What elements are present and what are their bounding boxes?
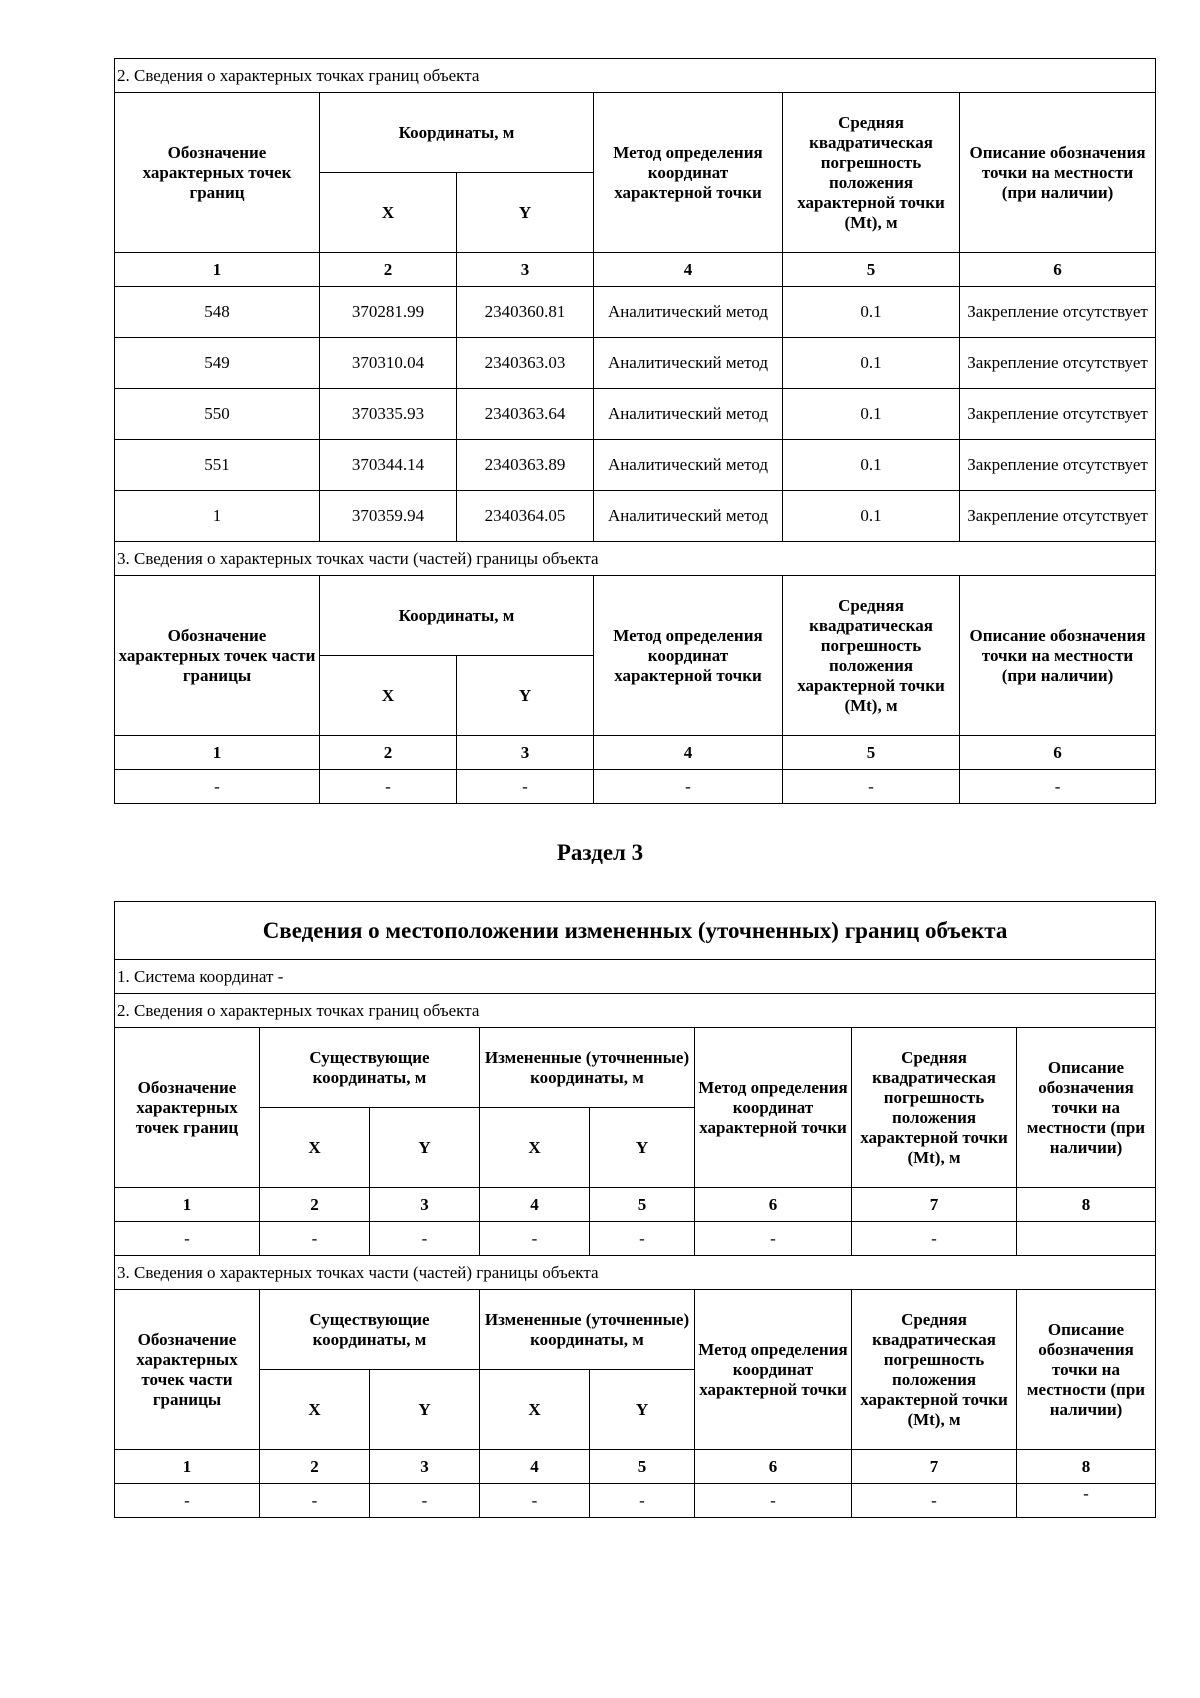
col-number: 3 — [370, 1450, 480, 1484]
empty-cell: - — [115, 1222, 260, 1256]
col-number: 2 — [320, 253, 457, 287]
empty-cell: - — [960, 770, 1156, 804]
col-number: 5 — [590, 1188, 695, 1222]
caption-coord-system: 1. Система координат - — [115, 960, 1156, 994]
y-cell: 2340363.89 — [457, 440, 594, 491]
y-cell: 2340360.81 — [457, 287, 594, 338]
empty-cell: - — [480, 1222, 590, 1256]
empty-cell: - — [115, 770, 320, 804]
empty-cell — [1017, 1222, 1156, 1256]
desc-cell: Закрепление отсутствует — [960, 338, 1156, 389]
empty-cell: - — [852, 1484, 1017, 1518]
col-number: 2 — [260, 1188, 370, 1222]
col-number: 1 — [115, 253, 320, 287]
header-y: Y — [590, 1370, 695, 1450]
header-description: Описание обозначения точки на местности (при наличии) — [960, 576, 1156, 736]
empty-cell: - — [695, 1222, 852, 1256]
caption-part-points: 3. Сведения о характерных точках части (частей) границы объекта — [115, 542, 1156, 576]
header-x: X — [320, 173, 457, 253]
col-number: 6 — [960, 736, 1156, 770]
header-designation: Обозначение характерных точек границ — [115, 1028, 260, 1188]
col-number: 8 — [1017, 1450, 1156, 1484]
empty-cell: - — [852, 1222, 1017, 1256]
table-title: Сведения о местоположении измененных (уточненных) границ объекта — [115, 902, 1156, 960]
header-existing: Существующие координаты, м — [260, 1290, 480, 1370]
header-y: Y — [457, 656, 594, 736]
header-changed: Измененные (уточненные) координаты, м — [480, 1290, 695, 1370]
col-number: 5 — [783, 736, 960, 770]
x-cell: 370310.04 — [320, 338, 457, 389]
header-x: X — [480, 1108, 590, 1188]
table-row — [115, 338, 1156, 389]
header-description: Описание обозначения точки на местности (при наличии) — [960, 93, 1156, 253]
point-cell: 549 — [115, 338, 320, 389]
x-cell: 370281.99 — [320, 287, 457, 338]
table-row — [115, 389, 1156, 440]
header-method: Метод определения координат характерной точки — [695, 1028, 852, 1188]
header-x: X — [320, 656, 457, 736]
desc-cell: Закрепление отсутствует — [960, 389, 1156, 440]
empty-cell: - — [260, 1484, 370, 1518]
x-cell: 370335.93 — [320, 389, 457, 440]
col-number: 4 — [480, 1188, 590, 1222]
y-cell: 2340363.64 — [457, 389, 594, 440]
table-row — [115, 1484, 1156, 1518]
section-title: Раздел 3 — [556, 840, 644, 865]
y-cell: 2340364.05 — [457, 491, 594, 542]
empty-cell: - — [1017, 1484, 1156, 1518]
method-cell: Аналитический метод — [594, 440, 783, 491]
col-number: 3 — [370, 1188, 480, 1222]
empty-cell: - — [594, 770, 783, 804]
header-y: Y — [370, 1108, 480, 1188]
caption-boundary-points: 2. Сведения о характерных точках границ объекта — [115, 994, 1156, 1028]
mt-cell: 0.1 — [783, 440, 960, 491]
col-number: 2 — [320, 736, 457, 770]
header-designation: Обозначение характерных точек части границы — [115, 1290, 260, 1450]
desc-cell: Закрепление отсутствует — [960, 440, 1156, 491]
col-number: 8 — [1017, 1188, 1156, 1222]
method-cell: Аналитический метод — [594, 389, 783, 440]
header-error: Средняя квадратическая погрешность положения характерной точки (Mt), м — [783, 93, 960, 253]
table-row — [115, 440, 1156, 491]
col-number: 2 — [260, 1450, 370, 1484]
mt-cell: 0.1 — [783, 287, 960, 338]
table-row — [115, 770, 1156, 804]
header-method: Метод определения координат характерной точки — [594, 93, 783, 253]
x-cell: 370359.94 — [320, 491, 457, 542]
header-coords: Координаты, м — [320, 576, 594, 656]
empty-cell: - — [590, 1484, 695, 1518]
header-method: Метод определения координат характерной точки — [594, 576, 783, 736]
header-coords: Координаты, м — [320, 93, 594, 173]
col-number: 7 — [852, 1450, 1017, 1484]
col-number: 7 — [852, 1188, 1017, 1222]
col-number: 5 — [590, 1450, 695, 1484]
header-y: Y — [370, 1370, 480, 1450]
header-x: X — [260, 1108, 370, 1188]
mt-cell: 0.1 — [783, 338, 960, 389]
col-number: 4 — [480, 1450, 590, 1484]
empty-cell: - — [260, 1222, 370, 1256]
caption-boundary-points: 2. Сведения о характерных точках границ объекта — [115, 59, 1156, 93]
col-number: 6 — [695, 1450, 852, 1484]
table-row — [115, 491, 1156, 542]
header-y: Y — [590, 1108, 695, 1188]
mt-cell: 0.1 — [783, 491, 960, 542]
changed-boundaries-table — [114, 901, 1156, 1518]
y-cell: 2340363.03 — [457, 338, 594, 389]
header-existing: Существующие координаты, м — [260, 1028, 480, 1108]
point-cell: 548 — [115, 287, 320, 338]
empty-cell: - — [590, 1222, 695, 1256]
col-number: 3 — [457, 736, 594, 770]
header-x: X — [260, 1370, 370, 1450]
header-designation: Обозначение характерных точек границ — [115, 93, 320, 253]
method-cell: Аналитический метод — [594, 338, 783, 389]
header-x: X — [480, 1370, 590, 1450]
col-number: 4 — [594, 736, 783, 770]
table-row — [115, 287, 1156, 338]
header-description: Описание обозначения точки на местности (при наличии) — [1017, 1290, 1156, 1450]
table-row — [115, 1222, 1156, 1256]
desc-cell: Закрепление отсутствует — [960, 287, 1156, 338]
empty-cell: - — [370, 1222, 480, 1256]
empty-cell: - — [115, 1484, 260, 1518]
header-method: Метод определения координат характерной точки — [695, 1290, 852, 1450]
col-number: 6 — [960, 253, 1156, 287]
col-number: 1 — [115, 736, 320, 770]
method-cell: Аналитический метод — [594, 491, 783, 542]
caption-part-points: 3. Сведения о характерных точках части (частей) границы объекта — [115, 1256, 1156, 1290]
desc-cell: Закрепление отсутствует — [960, 491, 1156, 542]
empty-cell: - — [480, 1484, 590, 1518]
header-description: Описание обозначения точки на местности (при наличии) — [1017, 1028, 1156, 1188]
col-number: 4 — [594, 253, 783, 287]
point-cell: 1 — [115, 491, 320, 542]
point-cell: 551 — [115, 440, 320, 491]
point-cell: 550 — [115, 389, 320, 440]
boundary-points-table — [114, 58, 1156, 804]
header-error: Средняя квадратическая погрешность положения характерной точки (Mt), м — [783, 576, 960, 736]
x-cell: 370344.14 — [320, 440, 457, 491]
empty-cell: - — [457, 770, 594, 804]
method-cell: Аналитический метод — [594, 287, 783, 338]
col-number: 3 — [457, 253, 594, 287]
col-number: 1 — [115, 1188, 260, 1222]
col-number: 6 — [695, 1188, 852, 1222]
header-error: Средняя квадратическая погрешность положения характерной точки (Mt), м — [852, 1028, 1017, 1188]
header-y: Y — [457, 173, 594, 253]
empty-cell: - — [320, 770, 457, 804]
header-designation: Обозначение характерных точек части границы — [115, 576, 320, 736]
mt-cell: 0.1 — [783, 389, 960, 440]
col-number: 5 — [783, 253, 960, 287]
header-changed: Измененные (уточненные) координаты, м — [480, 1028, 695, 1108]
header-error: Средняя квадратическая погрешность положения характерной точки (Mt), м — [852, 1290, 1017, 1450]
col-number: 1 — [115, 1450, 260, 1484]
empty-cell: - — [370, 1484, 480, 1518]
empty-cell: - — [695, 1484, 852, 1518]
empty-cell: - — [783, 770, 960, 804]
